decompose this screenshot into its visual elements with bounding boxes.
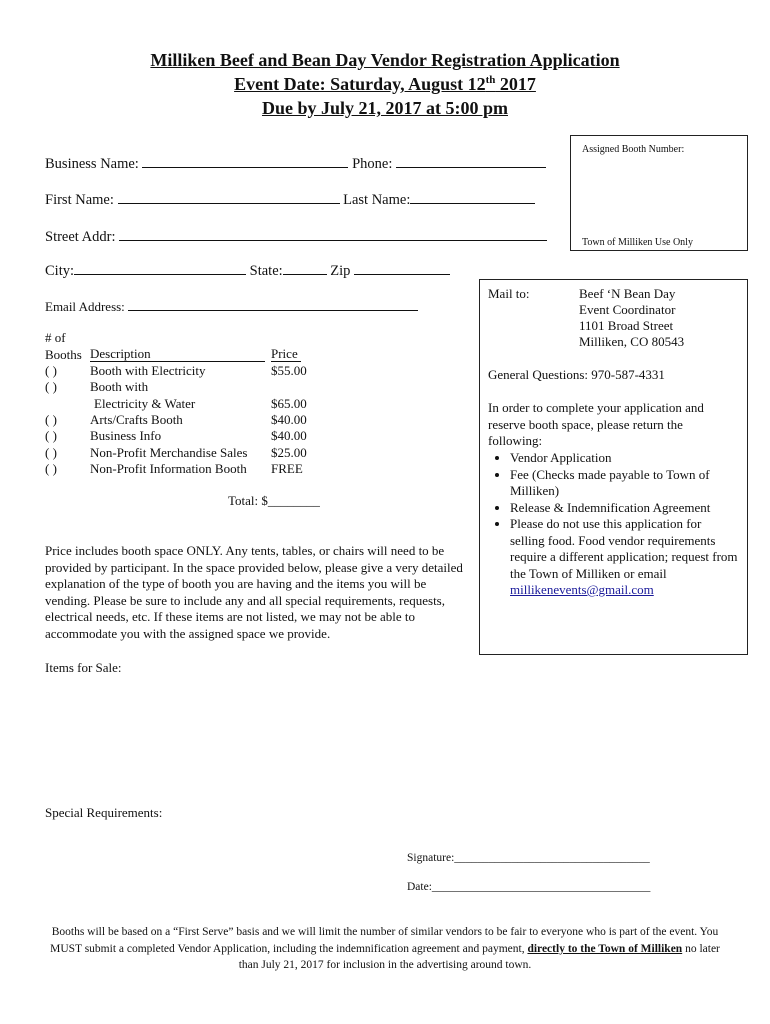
due-date: Due by July 21, 2017 at 5:00 pm	[261, 98, 508, 118]
booths-header-num2: Booths	[45, 347, 82, 362]
instructions: In order to complete your application and reserve booth space, please return the following:	[488, 400, 704, 448]
booth-price: $65.00	[271, 396, 307, 411]
signature-field[interactable]: Signature:__________________________________	[407, 852, 650, 864]
zip-label: Zip	[330, 263, 351, 279]
booth-desc: Booth with Electricity	[90, 363, 206, 378]
last-name-label: Last Name:	[343, 192, 411, 208]
zip-field[interactable]	[354, 262, 450, 275]
total-field[interactable]: Total: $________	[228, 493, 320, 508]
notice-part1: Booths will be based on a “First Serve” basis and we will limit the number of similar vendors to be fair to everyone who is part of the event. You MUST submit a completed Vendor Application, including the indemnification agreement and payment,	[50, 926, 719, 955]
mail-label: Mail to:	[488, 286, 530, 301]
address-line: Event Coordinator	[579, 302, 676, 317]
list-item	[510, 516, 738, 599]
list-item-text: Please do not use this application for selling food. Food vendor requirements require a different application; request from the Town of Milliken or email	[510, 516, 738, 581]
booth-check[interactable]: ( )	[45, 412, 57, 427]
booth-check[interactable]: ( )	[45, 445, 57, 460]
items-for-sale-label: Items for Sale:	[45, 660, 122, 675]
date-field[interactable]: Date:______________________________________	[407, 881, 651, 893]
booth-desc: Electricity & Water	[94, 396, 196, 411]
address-line: Milliken, CO 80543	[579, 334, 685, 349]
booth-price: $40.00	[271, 412, 307, 427]
email-row	[45, 298, 418, 315]
event-date-sup: th	[485, 74, 496, 86]
name-row	[45, 191, 535, 209]
booth-desc: Business Info	[90, 428, 162, 443]
booth-check[interactable]: ( )	[45, 379, 57, 394]
booth-box-footer: Town of Milliken Use Only	[582, 237, 693, 248]
list-item: • Vendor Application	[510, 450, 738, 467]
booth-number-label: Assigned Booth Number:	[582, 144, 685, 155]
booth-desc: Booth with	[90, 379, 149, 394]
phone-field[interactable]	[396, 155, 546, 168]
info-paragraph: Price includes booth space ONLY. Any tents, tables, or chairs will need to be provided by participant. In the space provided below, please give a very detailed explanation of the type of booth you are having and the items you will be vending. Please be sure to include any and all special requirements, requests, electrical needs, etc. If these items are not listed, we may not be able to accommodate you with the assigned space we provide.	[45, 543, 463, 641]
email-link[interactable]: millikenevents@gmail.com	[510, 582, 654, 597]
event-date-year: 2017	[495, 74, 536, 94]
state-label: State:	[249, 263, 283, 279]
first-name-label: First Name:	[45, 192, 114, 208]
city-field[interactable]	[74, 262, 246, 275]
list-item: • Fee (Checks made payable to Town of Milliken)	[510, 467, 738, 500]
business-name-field[interactable]	[142, 155, 348, 168]
state-field[interactable]	[283, 262, 327, 275]
booths-header-num1: # of	[45, 330, 66, 345]
booth-check[interactable]: ( )	[45, 363, 57, 378]
booth-price: $25.00	[271, 445, 307, 460]
business-name-label: Business Name:	[45, 156, 139, 172]
booth-desc: Non-Profit Information Booth	[90, 461, 247, 476]
street-row	[45, 228, 547, 246]
event-date	[0, 74, 770, 95]
email-field[interactable]	[128, 298, 418, 311]
requirements-list	[488, 450, 738, 599]
booth-check[interactable]: ( )	[45, 461, 57, 476]
booth-number-box[interactable]	[570, 135, 748, 251]
last-name-field[interactable]	[410, 191, 535, 204]
city-row	[45, 262, 450, 280]
booth-check[interactable]: ( )	[45, 428, 57, 443]
booth-desc: Arts/Crafts Booth	[90, 412, 183, 427]
address-line: Beef ‘N Bean Day	[579, 286, 676, 301]
items-for-sale-area[interactable]	[45, 678, 745, 798]
address-line: 1101 Broad Street	[579, 318, 674, 333]
booths-header-price: Price	[271, 347, 301, 362]
general-questions: General Questions: 970-587-4331	[488, 367, 665, 382]
notice-part2: no later than July 21, 2017 for inclusion in the advertising around town.	[238, 942, 720, 971]
notice-bold: directly to the Town of Milliken	[527, 942, 683, 955]
booth-price: $40.00	[271, 428, 307, 443]
booth-price: FREE	[271, 461, 303, 476]
phone-label: Phone:	[352, 156, 393, 172]
booth-price: $55.00	[271, 363, 307, 378]
special-requirements-label: Special Requirements:	[45, 805, 163, 820]
event-date-text: Event Date: Saturday, August 12	[234, 74, 486, 94]
mail-box	[479, 279, 748, 655]
business-name-row	[45, 155, 546, 173]
street-field[interactable]	[119, 228, 547, 241]
city-label: City:	[45, 263, 75, 279]
street-label: Street Addr:	[45, 229, 116, 245]
booths-header-desc: Description	[90, 347, 265, 362]
first-name-field[interactable]	[118, 191, 340, 204]
booth-desc: Non-Profit Merchandise Sales	[90, 445, 248, 460]
email-label: Email Address:	[45, 299, 125, 314]
notice-text	[40, 924, 730, 974]
page-title: Milliken Beef and Bean Day Vendor Registration Application	[150, 50, 620, 70]
special-requirements-area[interactable]	[45, 823, 385, 893]
list-item: • Release & Indemnification Agreement	[510, 500, 738, 517]
